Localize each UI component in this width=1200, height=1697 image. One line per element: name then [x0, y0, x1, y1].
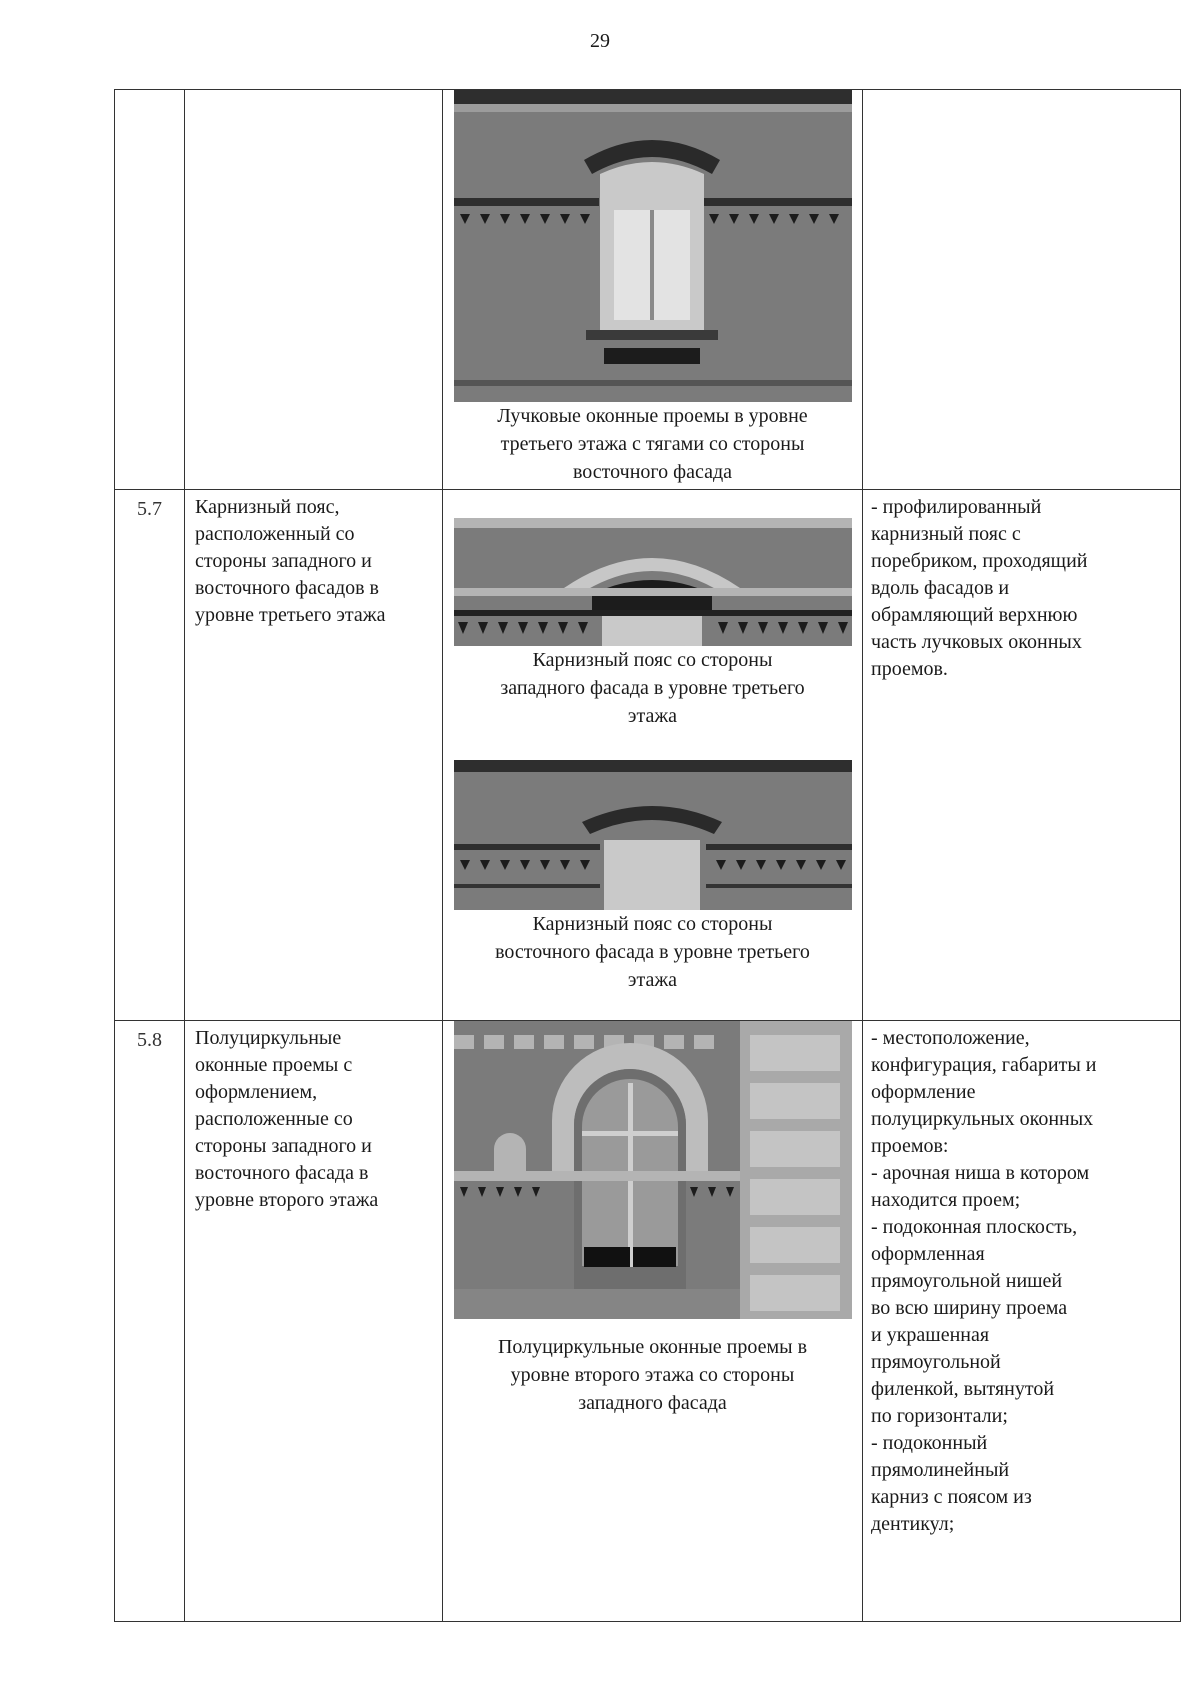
caption-line: Карнизный пояс со стороны — [532, 913, 773, 935]
item-name-line: уровне второго этажа — [195, 1189, 379, 1211]
requirement-line: поребриком, проходящий — [871, 550, 1088, 572]
requirement-line: во всю ширину проема — [871, 1297, 1068, 1319]
caption-line: этажа — [627, 705, 678, 727]
caption-line: третьего этажа с тягами со стороны — [500, 433, 805, 455]
item-name — [185, 90, 443, 490]
item-name-line: расположенные со — [195, 1108, 353, 1130]
requirement-line: проемов. — [871, 658, 948, 680]
requirement-line: карнизный пояс с — [871, 523, 1021, 545]
photo-caption — [443, 910, 862, 994]
requirement-line: прямоугольной нишей — [871, 1270, 1063, 1292]
photo-caption — [443, 402, 862, 486]
item-name-line: восточного фасадов в — [195, 577, 380, 599]
requirement-line: находится проем; — [871, 1189, 1021, 1211]
requirement-line: - подоконный — [871, 1432, 988, 1454]
photo-cell — [443, 490, 863, 1021]
caption-line: этажа — [627, 969, 678, 991]
photo-caption — [443, 646, 862, 730]
photo-semicircular-window-west — [454, 1021, 852, 1319]
photo-cornice-west — [454, 518, 852, 646]
caption-line: Полуциркульные оконные проемы в — [497, 1336, 808, 1358]
item-name-line: Карнизный пояс, — [195, 496, 340, 518]
requirement-line: вдоль фасадов и — [871, 577, 1010, 599]
item-number: 5.7 — [115, 490, 185, 1021]
item-number — [115, 90, 185, 490]
requirement-line: полуциркульных оконных — [871, 1108, 1094, 1130]
requirement-line: и украшенная — [871, 1324, 990, 1346]
table-row — [115, 1021, 1181, 1622]
requirement-line: оформленная — [871, 1243, 985, 1265]
photo-caption — [443, 1333, 862, 1417]
item-name-line: Полуциркульные — [195, 1027, 342, 1049]
item-name-line: восточного фасада в — [195, 1162, 369, 1184]
requirement-line: обрамляющий верхнюю — [871, 604, 1078, 626]
caption-line: уровне второго этажа со стороны — [510, 1364, 795, 1386]
caption-line: западного фасада — [578, 1392, 727, 1414]
requirement-line: конфигурация, габариты и — [871, 1054, 1097, 1076]
item-name-line: оформлением, — [195, 1081, 318, 1103]
item-name-line: оконные проемы с — [195, 1054, 353, 1076]
table-row — [115, 90, 1181, 490]
requirements-cell — [863, 490, 1181, 1021]
caption-line: западного фасада в уровне третьего — [500, 677, 805, 699]
requirement-line: - местоположение, — [871, 1027, 1030, 1049]
requirement-line: дентикул; — [871, 1513, 955, 1535]
requirements-cell — [863, 90, 1181, 490]
item-name-line: уровне третьего этажа — [195, 604, 386, 626]
requirement-line: - подоконная плоскость, — [871, 1216, 1078, 1238]
photo-cell — [443, 1021, 863, 1622]
requirement-line: по горизонтали; — [871, 1405, 1008, 1427]
caption-line: Лучковые оконные проемы в уровне — [497, 405, 808, 427]
requirement-line: карниз с поясом из — [871, 1486, 1032, 1508]
register-table — [114, 89, 1181, 1622]
photo-cornice-east — [454, 760, 852, 910]
item-name-line: стороны западного и — [195, 1135, 372, 1157]
caption-line: Карнизный пояс со стороны — [532, 649, 773, 671]
item-name-line: стороны западного и — [195, 550, 372, 572]
requirement-line: - профилированный — [871, 496, 1042, 518]
item-name-line: расположенный со — [195, 523, 355, 545]
photo-cell — [443, 90, 863, 490]
caption-line: восточного фасада — [573, 461, 732, 483]
requirement-line: оформление — [871, 1081, 976, 1103]
requirement-line: часть лучковых оконных — [871, 631, 1082, 653]
page-number: 29 — [590, 30, 610, 52]
requirement-line: прямоугольной — [871, 1351, 1001, 1373]
caption-line: восточного фасада в уровне третьего — [495, 941, 810, 963]
item-name — [185, 1021, 443, 1622]
table-row — [115, 490, 1181, 1021]
requirement-line: прямолинейный — [871, 1459, 1010, 1481]
requirements-cell — [863, 1021, 1181, 1622]
requirement-line: филенкой, вытянутой — [871, 1378, 1055, 1400]
item-name — [185, 490, 443, 1021]
photo-segmental-window-east — [454, 90, 852, 402]
item-number: 5.8 — [115, 1021, 185, 1622]
requirement-line: проемов: — [871, 1135, 949, 1157]
requirement-line: - арочная ниша в котором — [871, 1162, 1090, 1184]
